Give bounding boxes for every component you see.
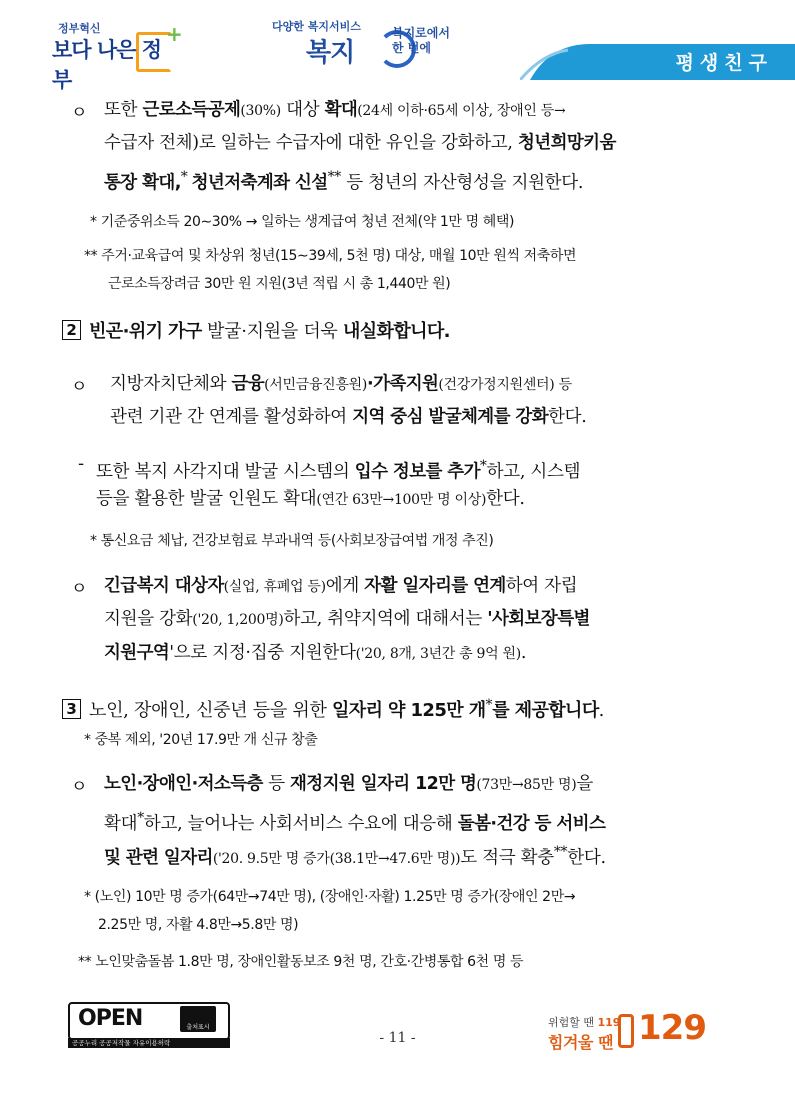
text: 수급자 전체)로 일하는 수급자에 대한 유인을 강화하고, bbox=[104, 133, 518, 153]
text: 하고, 시스템 bbox=[486, 461, 581, 482]
bullet-dash: - bbox=[78, 454, 85, 474]
footnote-2-line2: 근로소득장려금 30만 원 지원(3년 적립 시 총 1,440만 원) bbox=[108, 276, 451, 292]
footnote-5-line1: * (노인) 10만 명 증가(64만→74만 명), (장애인·자활) 1.25만 명 증가(장애인 2만→ bbox=[84, 889, 576, 905]
p2-line1 bbox=[110, 372, 572, 397]
bullet-circle: ㅇ bbox=[71, 377, 88, 397]
text: '으로 지정·집중 지원한다 bbox=[169, 643, 356, 663]
footnote-mark: * bbox=[137, 810, 144, 826]
text: 에게 bbox=[325, 576, 365, 596]
text-bold: 통장 확대, bbox=[104, 172, 181, 193]
text: 또한 복지 사각지대 발굴 시스템의 bbox=[96, 461, 355, 482]
banner-label: 평생친구 bbox=[675, 52, 773, 74]
text: 하고, 취약지역에 대해서는 bbox=[283, 609, 488, 629]
text-small: (24세 이하·65세 이상, 장애인 등→ bbox=[357, 103, 566, 119]
text-small: (실업, 휴폐업 등) bbox=[223, 579, 326, 595]
footnote-mark: * bbox=[180, 169, 192, 185]
text-bold: 근로소득공제 bbox=[142, 100, 241, 120]
plus-icon: + bbox=[166, 22, 183, 46]
open-label: OPEN bbox=[78, 1006, 143, 1031]
text-small: (연간 63만→100만 명 이상) bbox=[316, 492, 487, 508]
text: 발굴·지원을 더욱 bbox=[201, 321, 343, 342]
phone-icon bbox=[618, 1014, 634, 1048]
text: 하고, 늘어나는 사회서비스 수요에 대응해 bbox=[143, 813, 458, 834]
footnote-mark: * bbox=[479, 458, 487, 474]
text-bold: 긴급복지 대상자 bbox=[104, 576, 224, 596]
text: 등을 활용한 발굴 인원도 확대 bbox=[96, 489, 317, 509]
p5-line3 bbox=[104, 840, 606, 871]
p5-line2 bbox=[104, 806, 605, 836]
p3-line2 bbox=[96, 487, 525, 512]
page-header bbox=[0, 0, 795, 92]
text: 관련 기관 간 연계를 활성화하여 bbox=[110, 407, 353, 427]
bokjiro-caption: 다양한 복지서비스 bbox=[272, 20, 361, 33]
text-bold: 입수 정보를 추가 bbox=[354, 461, 480, 482]
text: 하여 자립 bbox=[505, 576, 578, 596]
bokjiro-slogan: 복지로에서 한 번에 bbox=[392, 26, 450, 55]
text-small: ('20. 9.5만 명 증가(38.1만→47.6만 명)) bbox=[212, 850, 461, 867]
text-bold: 돌봄·건강 등 서비스 bbox=[457, 813, 606, 834]
p4-line2 bbox=[104, 607, 590, 632]
attribution-icon bbox=[180, 1006, 216, 1032]
text-bold: 금융 bbox=[231, 374, 265, 394]
logo-caption: 정부혁신 bbox=[58, 22, 101, 35]
text-small: ('20, 8개, 3년간 총 9억 원) bbox=[355, 646, 521, 662]
text-bold: 지역 중심 발굴체계를 강화 bbox=[352, 407, 549, 427]
page-number: - 11 - bbox=[379, 1030, 416, 1046]
footnote-3: * 통신요금 체납, 건강보험료 부과내역 등(사회보장급여법 개정 추진) bbox=[90, 533, 494, 549]
text: 지원을 강화 bbox=[104, 609, 193, 629]
text-bold: 가족지원 bbox=[373, 374, 439, 394]
footnote-mark: * bbox=[485, 697, 493, 713]
text: 등 bbox=[262, 774, 290, 794]
text-small: ('20, 1,200명) bbox=[192, 612, 284, 628]
text: 지방자치단체와 bbox=[110, 374, 232, 394]
text-bold: 노인·장애인·저소득층 bbox=[104, 774, 263, 794]
footnote-mark: ** bbox=[553, 844, 568, 860]
text-bold: 를 제공합니다 bbox=[492, 700, 599, 721]
p1-line3 bbox=[104, 165, 583, 195]
text-bold: 청년희망키움 bbox=[517, 133, 616, 153]
text: 도 적극 확충 bbox=[460, 847, 554, 868]
text: 또한 bbox=[104, 100, 143, 120]
text: 한다. bbox=[486, 489, 525, 509]
lifelong-friend-banner bbox=[520, 42, 795, 80]
text-small: (서민금융진흥원) bbox=[264, 377, 368, 393]
text-bold: '사회보장특별 bbox=[487, 609, 590, 629]
attribution-label: 출처표시 bbox=[186, 1024, 210, 1031]
text: 한다. bbox=[567, 847, 606, 868]
hotline-caption-text: 위험할 땐 bbox=[548, 1016, 598, 1029]
government-innovation-logo bbox=[48, 18, 183, 92]
p1-line1 bbox=[104, 98, 565, 123]
hotline-slogan: 힘겨울 땐 bbox=[548, 1033, 613, 1052]
text: 을 bbox=[576, 774, 593, 794]
hotline-129-logo bbox=[548, 1000, 708, 1056]
text-bold: 청년저축계좌 신설 bbox=[191, 172, 328, 193]
text: 등 청년의 자산형성을 지원한다. bbox=[340, 172, 584, 193]
text: 한다. bbox=[548, 407, 587, 427]
text-bold: · bbox=[367, 374, 374, 394]
p2-line2 bbox=[110, 405, 587, 429]
text: 대상 bbox=[280, 100, 325, 120]
text-small: (건강가정지원센터) 등 bbox=[438, 377, 572, 393]
hotline-number: 129 bbox=[638, 1008, 706, 1048]
p1-line2 bbox=[104, 131, 616, 155]
footnote-1: * 기준중위소득 20∼30% → 일하는 생계급여 청년 전체(약 1만 명 혜택) bbox=[90, 214, 515, 230]
text-small: (73만→85만 명) bbox=[476, 777, 577, 793]
section-number: 3 bbox=[62, 699, 81, 719]
text: . bbox=[520, 643, 527, 663]
footnote-5-line2: 2.25만 명, 자활 4.8만→5.8만 명) bbox=[98, 917, 299, 933]
text-bold: 빈곤·위기 가구 bbox=[89, 321, 202, 342]
hotline-119: 119 bbox=[597, 1016, 621, 1029]
logo-title: 보다 나은 정부 bbox=[52, 38, 162, 92]
footnote-2-line1: ** 주거·교육급여 및 차상위 청년(15∼39세, 5천 명) 대상, 매월 10만 원씩 저축하면 bbox=[84, 248, 577, 264]
footnote-4: * 중복 제외, '20년 17.9만 개 신규 창출 bbox=[84, 732, 318, 748]
text-small: (30%) bbox=[240, 103, 281, 119]
footnote-6: ** 노인맞춤돌봄 1.8만 명, 장애인활동보조 9천 명, 간호·간병통합 6천 명 등 bbox=[78, 954, 524, 970]
bokjiro-title: 복지 bbox=[306, 38, 355, 68]
text: 노인, 장애인, 신중년 등을 위한 bbox=[89, 700, 333, 721]
section-3-heading bbox=[62, 693, 604, 723]
bullet-circle: ㅇ bbox=[71, 579, 88, 599]
section-2-heading bbox=[62, 320, 450, 344]
text-bold: 일자리 약 125만 개 bbox=[332, 700, 486, 721]
text-bold: 확대 bbox=[324, 100, 358, 120]
bullet-circle: ㅇ bbox=[71, 777, 88, 797]
p3-line1 bbox=[96, 454, 580, 484]
p4-line3 bbox=[104, 641, 526, 666]
bullet-circle: ㅇ bbox=[71, 103, 88, 123]
p4-line1 bbox=[104, 574, 577, 599]
hotline-caption bbox=[548, 1014, 620, 1030]
section-number: 2 bbox=[62, 320, 81, 340]
text-bold: 재정지원 일자리 12만 명 bbox=[289, 774, 477, 794]
text-bold: 및 관련 일자리 bbox=[104, 847, 213, 868]
footnote-mark: ** bbox=[327, 169, 341, 185]
text-bold: 지원구역 bbox=[104, 643, 170, 663]
text: . bbox=[598, 700, 605, 721]
text-bold: 내실화합니다. bbox=[342, 321, 450, 342]
p5-line1 bbox=[104, 772, 593, 797]
bokjiro-logo bbox=[272, 16, 462, 68]
text: 확대 bbox=[104, 813, 138, 834]
license-strip: 공공누리 공공저작물 자유이용허락 bbox=[68, 1038, 230, 1048]
text-bold: 자활 일자리를 연계 bbox=[364, 576, 506, 596]
